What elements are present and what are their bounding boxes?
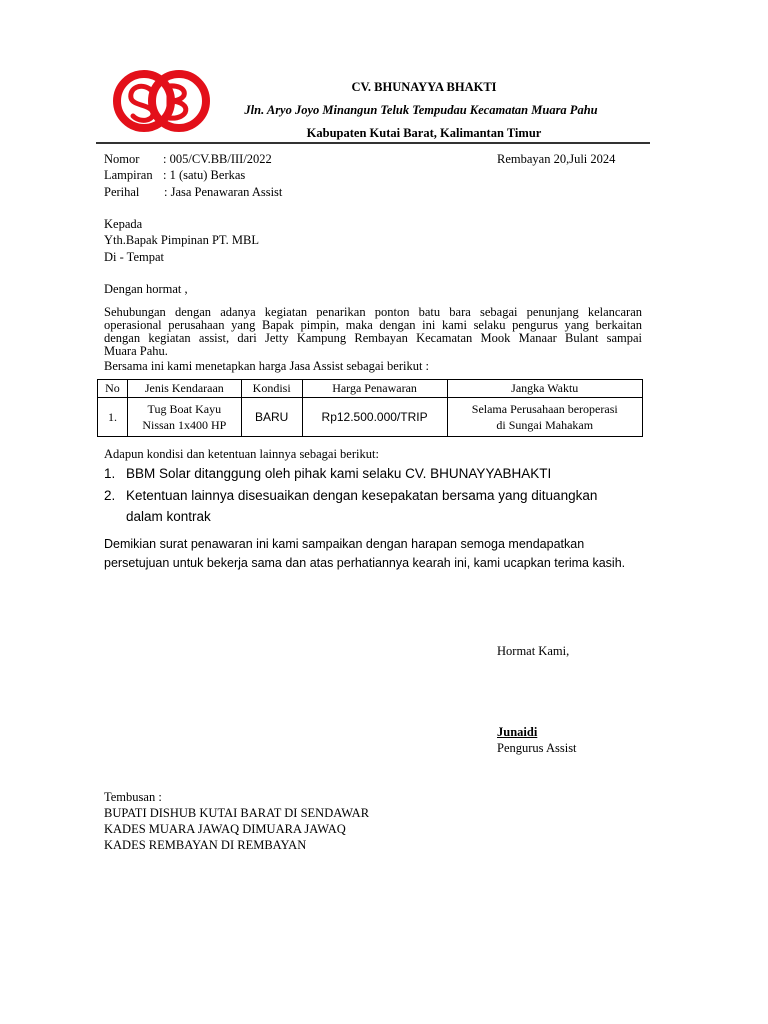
cell-price: Rp12.500.000/TRIP <box>302 398 447 437</box>
item-number: 1. <box>104 466 116 481</box>
cc-recipient: KADES REMBAYAN DI REMBAYAN <box>104 838 307 852</box>
closing-line: persetujuan untuk bekerja sama dan atas perhatiannya kearah ini, kami ucapkan terima kasih. <box>104 556 626 570</box>
table-row <box>98 398 643 437</box>
cell-vehicle <box>127 398 241 437</box>
paragraph-line: operasional perusahaan yang Bapak pimpin, maka dengan ini kami selaku pengurus yang berkaitan <box>104 318 642 332</box>
nomor-value: : 005/CV.BB/III/2022 <box>163 152 272 166</box>
company-logo <box>111 68 212 134</box>
header-condition: Kondisi <box>241 380 302 398</box>
company-region: Kabupaten Kutai Barat, Kalimantan Timur <box>306 126 542 140</box>
signatory-title: Pengurus Assist <box>497 741 577 755</box>
nomor-label: Nomor <box>104 152 140 166</box>
recipient-name: Yth.Bapak Pimpinan PT. MBL <box>104 233 259 247</box>
header-vehicle: Jenis Kendaraan <box>127 380 241 398</box>
cc-label: Tembusan : <box>104 790 162 804</box>
cell-no: 1. <box>98 398 128 437</box>
header-period: Jangka Waktu <box>447 380 643 398</box>
vehicle-line: Nissan 1x400 HP <box>142 418 227 432</box>
item-text: Ketentuan lainnya disesuaikan dengan kesepakatan bersama yang dituangkan <box>126 488 598 503</box>
cell-condition: BARU <box>241 398 302 437</box>
signatory-name: Junaidi <box>497 725 538 739</box>
perihal-label: Perihal <box>104 185 140 199</box>
regards: Hormat Kami, <box>497 644 570 658</box>
paragraph-line: Muara Pahu. <box>104 344 168 358</box>
company-name: CV. BHUNAYYA BHAKTI <box>351 80 497 94</box>
item-text: BBM Solar ditanggung oleh pihak kami selaku CV. BHUNAYYABHAKTI <box>126 466 552 481</box>
header-price: Harga Penawaran <box>302 380 447 398</box>
company-address: Jln. Aryo Joyo Minangun Teluk Tempudau Kecamatan Muara Pahu <box>244 103 598 117</box>
offer-table <box>97 379 643 437</box>
greeting: Dengan hormat , <box>104 282 188 296</box>
period-line: Selama Perusahaan beroperasi <box>471 402 618 416</box>
lampiran-value: : 1 (satu) Berkas <box>163 168 246 182</box>
recipient-place: Di - Tempat <box>104 250 164 264</box>
recipient-kepada: Kepada <box>104 217 143 231</box>
lampiran-label: Lampiran <box>104 168 153 182</box>
item-text-continued: dalam kontrak <box>126 509 211 524</box>
paragraph-line: Sehubungan dengan adanya kegiatan penarikan ponton batu bara sebagai penunjang kelancaran <box>104 305 642 319</box>
vehicle-line: Tug Boat Kayu <box>147 402 222 416</box>
header-no: No <box>98 380 128 398</box>
cc-recipient: BUPATI DISHUB KUTAI BARAT DI SENDAWAR <box>104 806 370 820</box>
cc-recipient: KADES MUARA JAWAQ DIMUARA JAWAQ <box>104 822 346 836</box>
letterhead-divider <box>96 142 650 144</box>
paragraph-line: dengan kegiatan assist, dari Jetty Kampung Rembayan Kecamatan Mook Manaar Bulant sampai <box>104 331 642 345</box>
perihal-value: : Jasa Penawaran Assist <box>164 185 283 199</box>
conditions-intro: Adapun kondisi dan ketentuan lainnya sebagai berikut: <box>104 447 379 461</box>
cell-period <box>447 398 643 437</box>
place-date: Rembayan 20,Juli 2024 <box>497 152 616 166</box>
item-number: 2. <box>104 488 116 503</box>
closing-line: Demikian surat penawaran ini kami sampaikan dengan harapan semoga mendapatkan <box>104 537 585 551</box>
table-header-row <box>98 380 643 398</box>
price-intro: Bersama ini kami menetapkan harga Jasa Assist sebagai berikut : <box>104 359 430 373</box>
period-line: di Sungai Mahakam <box>496 418 594 432</box>
body-paragraph <box>104 306 642 358</box>
